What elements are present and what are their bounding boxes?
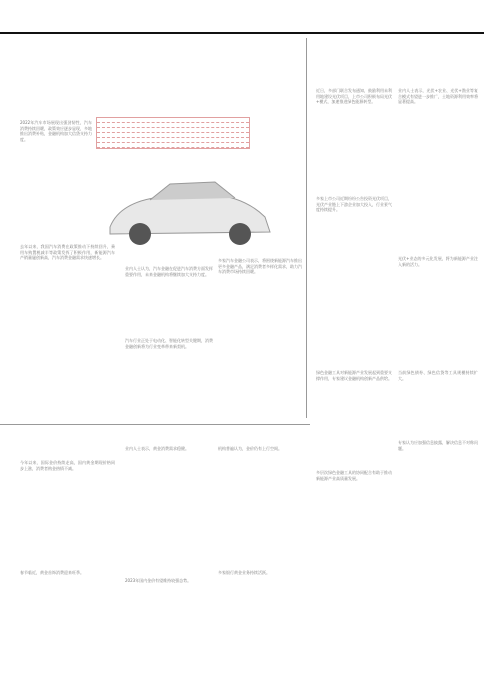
article-body: 春节临近，黄金首饰消费迎来旺季。 bbox=[20, 570, 84, 575]
right-article-title bbox=[316, 50, 476, 53]
article-body: 多层次绿色金融工具的协同配合有助于推动新能源产业高质量发展。 bbox=[316, 470, 392, 481]
article-body: 多家上市公司近期纷纷公告投资光伏项目，光伏产业链上下游企业加大投入，行业景气度持续提升。 bbox=[316, 196, 392, 213]
page-header bbox=[0, 0, 484, 34]
section-divider bbox=[0, 424, 310, 425]
article-body: 光伏+业态的多元化发展，将为新能源产业注入新的活力。 bbox=[398, 256, 478, 267]
article-body: 多家银行黄金业务持续活跃。 bbox=[218, 570, 270, 575]
article-body: 业内人士认为，汽车金融在促进汽车消费方面发挥重要作用，未来金融机构将继续加大支持力度。 bbox=[125, 266, 213, 277]
article-body: 2023年国内金价有望维持较强态势。 bbox=[125, 578, 192, 583]
article-body: 今年以来，国际金价持续走高，国内黄金期现价格同步上涨，消费者购金热情不减。 bbox=[20, 460, 115, 471]
column-divider bbox=[306, 38, 307, 418]
article-body: 机构普遍认为，金价仍有上行空间。 bbox=[218, 446, 282, 451]
article-body: 2022年汽车市场展现出强劲韧性，汽车消费持续回暖，政策效应逐步显现，多地推出消费补贴，金融机构加大信贷支持力度。 bbox=[20, 120, 92, 142]
article-body: 多家汽车金融公司表示，将围绕新能源汽车推出更多金融产品，满足消费者多样化需求，助力汽车消费市场持续回暖。 bbox=[218, 258, 302, 275]
article-body: 近日，多部门联合发布通知，鼓励利用未利用地建设光伏项目，上市公司积极布局光伏+模式，加速推进绿色能源转型。 bbox=[316, 88, 392, 105]
article-body: 去年以来，我国汽车消费在政策推动下持续回升，乘用车购置税减半等政策发挥了积极作用，新能源汽车产销量屡创新高，汽车消费金融需求快速增长。 bbox=[20, 244, 115, 261]
car-illustration bbox=[100, 172, 275, 252]
stat-line bbox=[97, 143, 249, 148]
article-body: 业内人士表示，黄金消费需求稳健。 bbox=[125, 446, 189, 451]
stats-box bbox=[96, 117, 250, 149]
article-body: 业内人士表示，光伏+农业、光伏+渔业等复合模式有望进一步推广，土地资源利用效率将显著提高。 bbox=[398, 88, 478, 105]
article-body: 专家认为应加强信息披露，解决信息不对称问题。 bbox=[398, 440, 478, 451]
article-body: 绿色金融工具对新能源产业发展起到重要支撑作用，专家建议金融机构创新产品供给。 bbox=[316, 370, 392, 381]
article-body: 汽车行业正处于电动化、智能化转型关键期，消费金融创新将为行业变革带来新契机。 bbox=[125, 338, 213, 349]
article-body: 当前绿色债券、绿色信贷等工具规模持续扩大。 bbox=[398, 370, 478, 381]
